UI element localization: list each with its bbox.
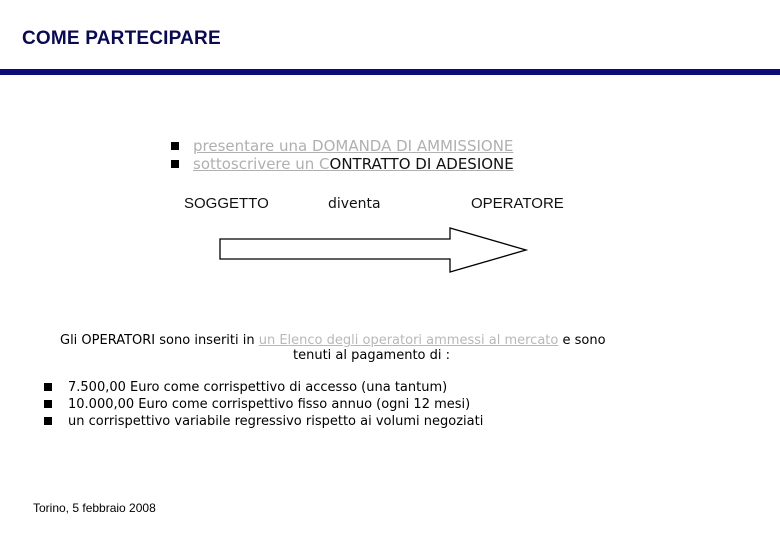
page-title: COME PARTECIPARE [22, 28, 221, 49]
square-bullet-icon [171, 142, 179, 150]
operators-list-link[interactable]: un Elenco degli operatori ammessi al mercato [258, 333, 559, 348]
flow-to-label: OPERATORE [471, 195, 564, 212]
statement-text-1: Gli OPERATORI sono inseriti in [60, 333, 259, 348]
right-arrow-icon [218, 226, 530, 274]
fee-access: 7.500,00 Euro come corrispettivo di accesso (una tantum) [68, 380, 448, 395]
fee-annual: 10.000,00 Euro come corrispettivo fisso annuo (ogni 12 mesi) [68, 397, 471, 412]
square-bullet-icon [44, 417, 52, 425]
statement-line-1 [60, 333, 700, 348]
requirement-membership-contract[interactable] [193, 155, 514, 173]
fees-list [44, 379, 483, 430]
requirement-contract-faint: sottoscrivere un C [193, 155, 330, 173]
list-item [44, 379, 483, 396]
square-bullet-icon [44, 400, 52, 408]
footer-date: Torino, 5 febbraio 2008 [33, 501, 156, 515]
header-divider [0, 69, 780, 75]
list-item [171, 137, 514, 155]
list-item [44, 396, 483, 413]
flow-verb-label: diventa [328, 196, 381, 212]
list-item [44, 413, 483, 430]
square-bullet-icon [171, 160, 179, 168]
list-item [171, 155, 514, 173]
requirement-contract-dark: ONTRATTO DI ADESIONE [329, 155, 514, 173]
requirement-admission-request[interactable]: presentare una DOMANDA DI AMMISSIONE [193, 137, 514, 155]
square-bullet-icon [44, 383, 52, 391]
operators-statement [60, 333, 700, 363]
flow-from-label: SOGGETTO [184, 195, 269, 212]
statement-line-2: tenuti al pagamento di : [293, 348, 451, 363]
statement-text-2: e sono [558, 333, 606, 348]
requirements-list [171, 137, 514, 173]
fee-variable: un corrispettivo variabile regressivo rispetto ai volumi negoziati [68, 414, 484, 429]
